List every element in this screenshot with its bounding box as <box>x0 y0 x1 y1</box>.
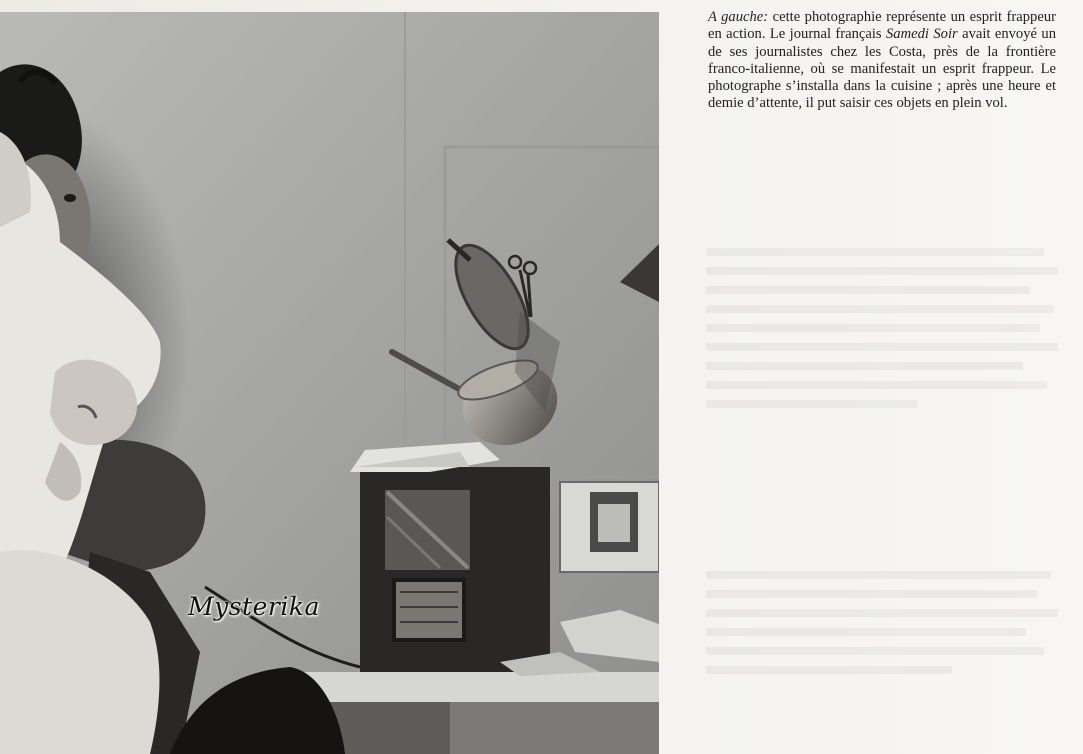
caption-paragraph <box>708 9 1056 113</box>
caption-text-part1: cette photographie représente un esprit frappeur en action. Le journal français <box>708 9 1056 43</box>
caption-newspaper-name: Samedi Soir <box>886 26 958 43</box>
bleed-through-text <box>706 248 1058 688</box>
photo-caption <box>708 9 1056 113</box>
poltergeist-photograph <box>0 12 659 754</box>
watermark-logo: Mysterika <box>188 592 320 621</box>
caption-lead: A gauche: <box>708 9 769 25</box>
caption-text-part2: avait envoyé un de ses journalistes chez les Costa, près de la frontière franco-italienne, où se manifestait un esprit frappeur. Le photographe s’installa dans la cuisine ; après une heure et demie d’attente, il put saisir ces objets en plein vol. <box>708 26 1057 112</box>
